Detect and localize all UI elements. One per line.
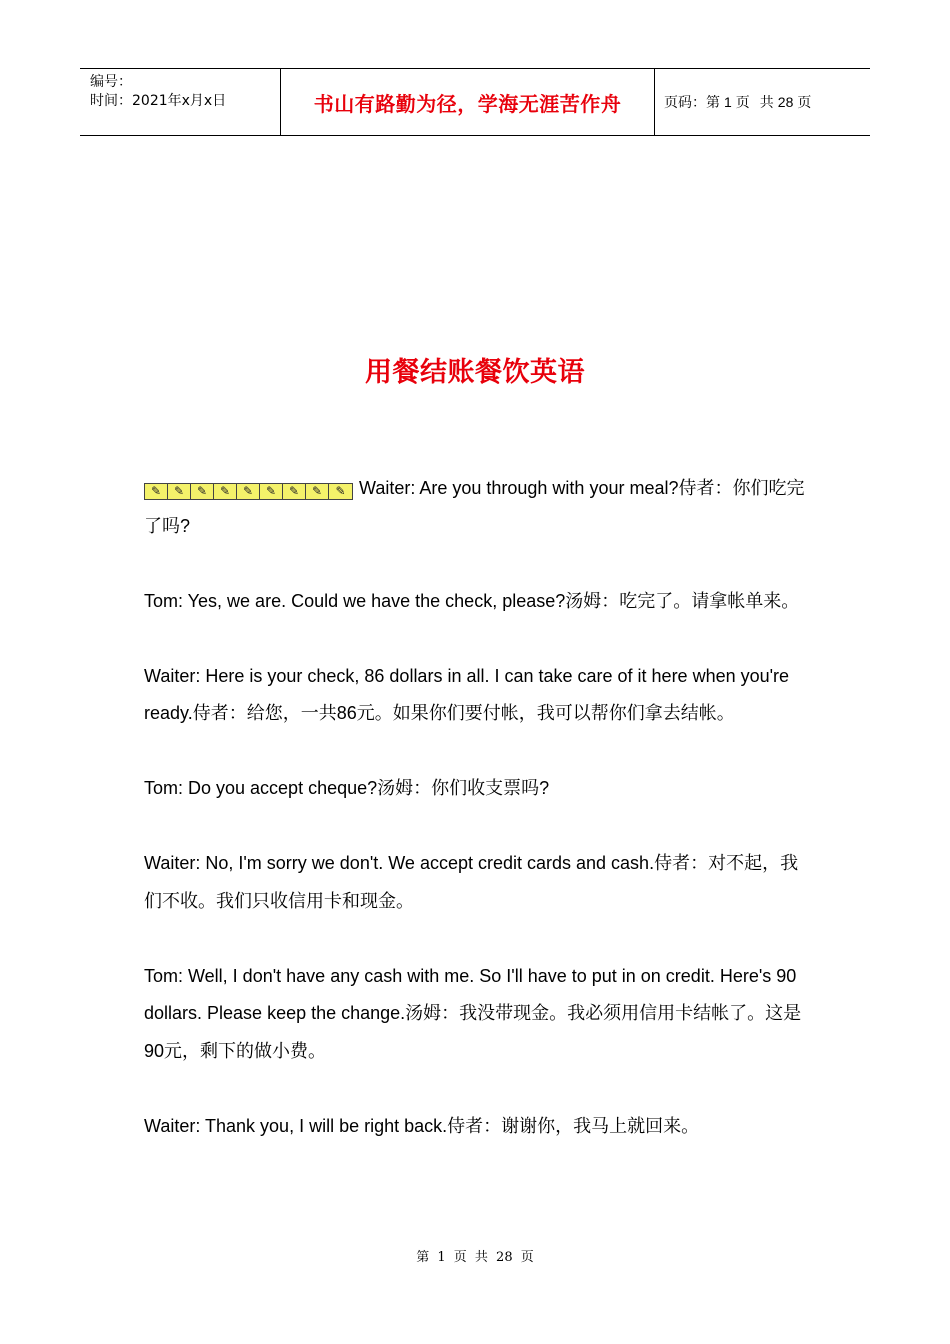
total-pages: 28 bbox=[777, 94, 794, 110]
dialogue-paragraph-7: Waiter: Thank you, I will be right back.侍者：谢谢你，我马上就回来。 bbox=[144, 1115, 700, 1136]
document-title: 用餐结账餐饮英语 bbox=[365, 357, 585, 388]
dialogue-paragraph-5: Waiter: No, I'm sorry we don't. We accept credit cards and cash.侍者：对不起，我们不收。我们只收信用卡和现金。 bbox=[144, 853, 799, 911]
pencil-icon: ✎ bbox=[306, 484, 329, 499]
pencil-icon: ✎ bbox=[237, 484, 260, 499]
pencil-icon: ✎ bbox=[283, 484, 306, 499]
pencil-icon: ✎ bbox=[260, 484, 283, 499]
pencil-icon: ✎ bbox=[214, 484, 237, 499]
dialogue-paragraph-1 bbox=[144, 470, 814, 545]
dialogue-paragraph-4: Tom: Do you accept cheque?汤姆：你们收支票吗? bbox=[144, 778, 550, 798]
page-header bbox=[80, 68, 870, 136]
pencil-icon: ✎ bbox=[168, 484, 191, 499]
page-unit: 页 bbox=[735, 95, 750, 111]
dialogue-paragraph-6: Tom: Well, I don't have any cash with me. So I'll have to put in on credit. Here's 90 dollars. Please keep the change.汤姆：我没带现金。我必须用信用卡结帐了。这是90元，剩下的做小费。 bbox=[144, 965, 802, 1061]
page-footer: 第 1 页 共 28 页 bbox=[416, 1250, 534, 1265]
header-meta bbox=[80, 69, 281, 135]
document-number-label: 编号： bbox=[90, 74, 132, 90]
pencil-icon-strip bbox=[144, 483, 353, 500]
dialogue-text: Waiter: Are you through with your meal?侍者：你们吃完了吗? bbox=[144, 478, 805, 536]
total-label: 共 bbox=[759, 95, 774, 111]
pencil-icon: ✎ bbox=[335, 484, 346, 498]
pencil-icon: ✎ bbox=[145, 484, 168, 499]
dialogue-body bbox=[144, 470, 814, 1183]
total-unit: 页 bbox=[797, 95, 812, 111]
pencil-icon: ✎ bbox=[191, 484, 214, 499]
page-label: 页码：第 bbox=[664, 95, 720, 111]
header-page-info bbox=[655, 69, 870, 135]
page-number: 1 bbox=[724, 94, 732, 110]
dialogue-paragraph-2: Tom: Yes, we are. Could we have the check, please?汤姆：吃完了。请拿帐单来。 bbox=[144, 590, 800, 611]
header-motto: 书山有路勤为径，学海无涯苦作舟 bbox=[281, 69, 655, 135]
dialogue-paragraph-3: Waiter: Here is your check, 86 dollars in all. I can take care of it here when you're ready.侍者：给您，一共86元。如果你们要付帐，我可以帮你们拿去结帐。 bbox=[144, 665, 790, 723]
document-date: 时间：2021年x月x日 bbox=[90, 93, 227, 109]
